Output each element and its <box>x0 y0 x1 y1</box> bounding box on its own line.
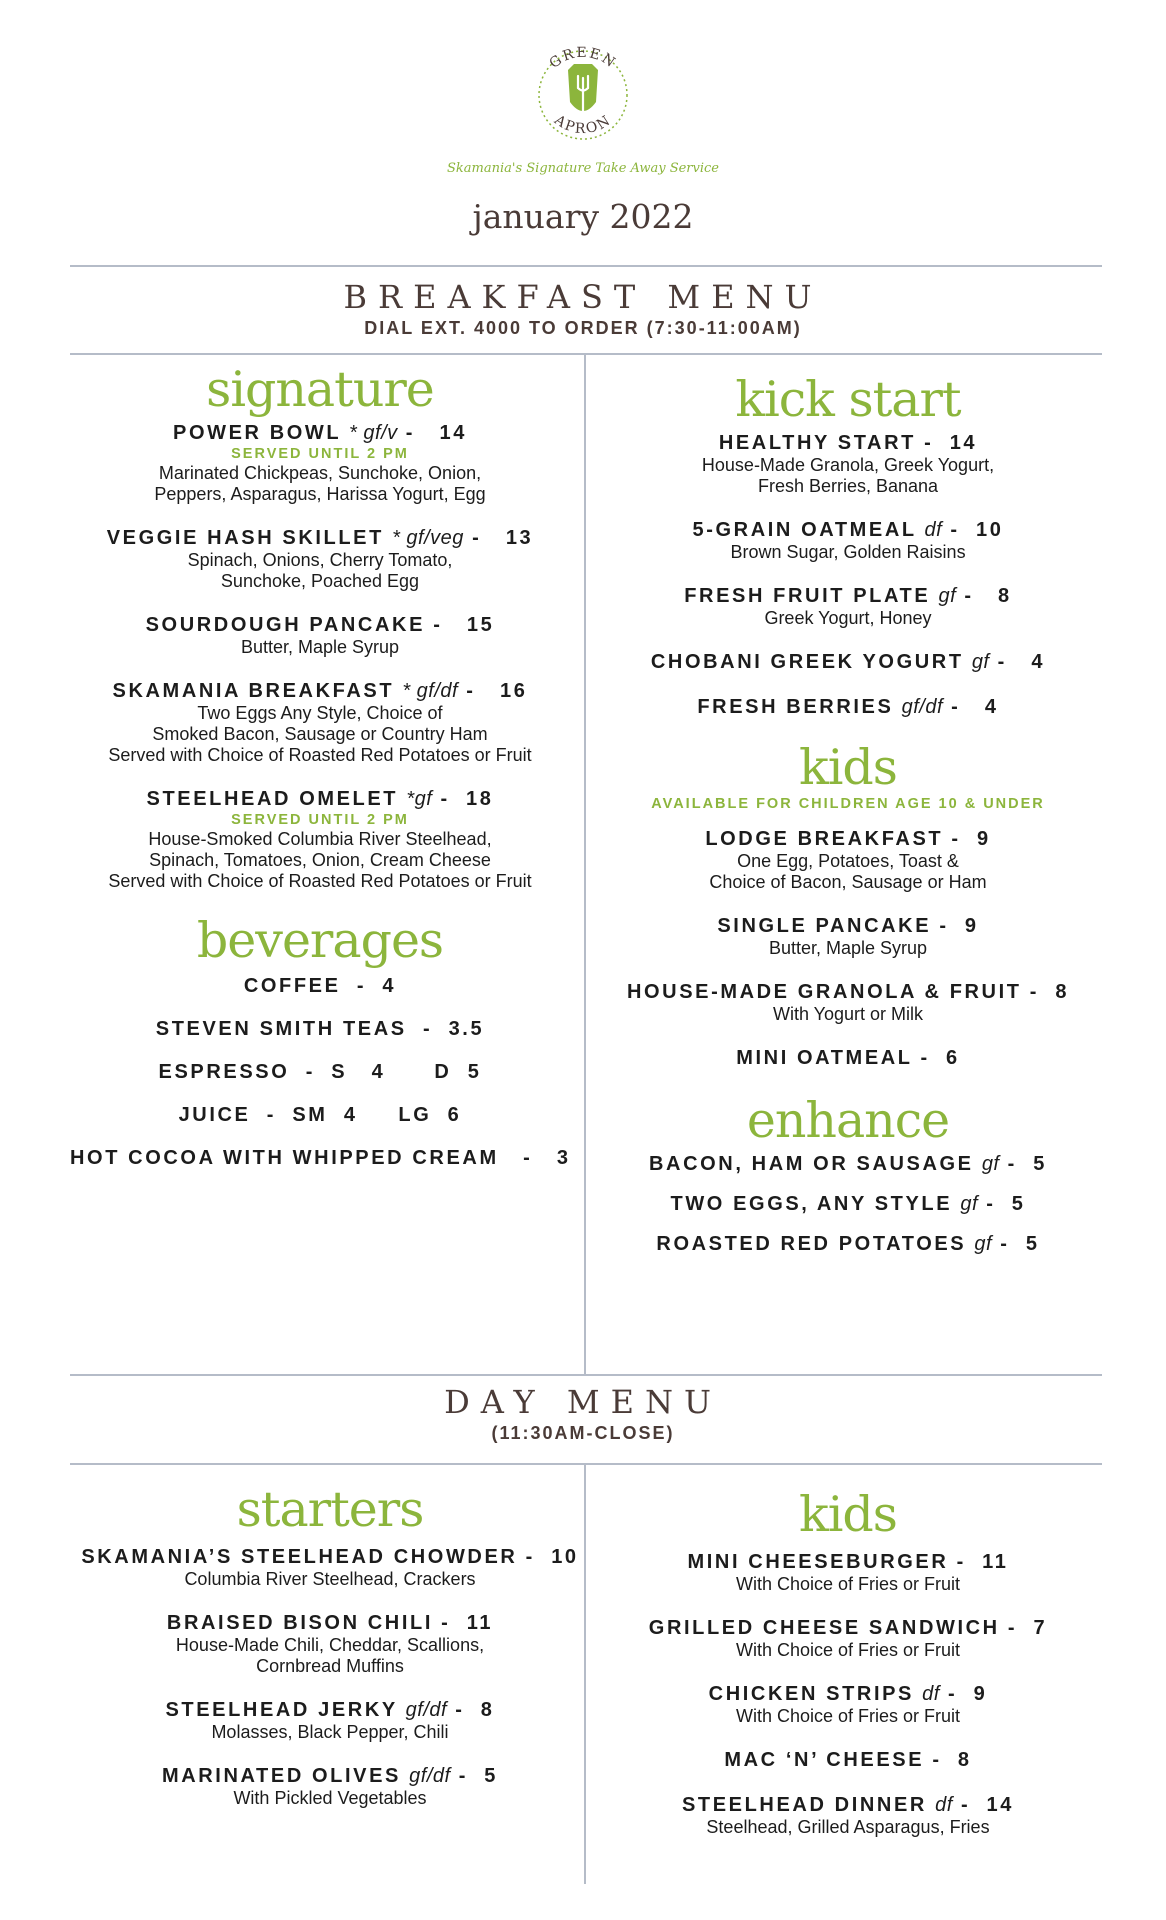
item-price: - 11 <box>956 1551 1009 1573</box>
item-price: - 8 <box>932 1749 972 1771</box>
item-description: Butter, Maple Syrup <box>240 637 400 657</box>
item-name: VEGGIE HASH SKILLET <box>106 527 384 549</box>
menu-item <box>598 651 1098 674</box>
item-name: HEALTHY START <box>718 432 916 454</box>
item-dietary-tag: gf <box>938 585 957 607</box>
item-description: Smoked Bacon, Sausage or Country Ham <box>152 724 488 744</box>
menu-item <box>598 1047 1098 1070</box>
menu-item <box>598 1794 1098 1838</box>
menu-item <box>598 696 1098 719</box>
menu-item <box>70 1699 590 1743</box>
served-until-note: SERVED UNTIL 2 PM <box>231 812 409 828</box>
menu-item <box>598 432 1098 497</box>
item-description: Spinach, Tomatoes, Onion, Cream Cheese <box>149 850 491 870</box>
item-name: SKAMANIA’S STEELHEAD CHOWDER <box>81 1546 518 1568</box>
item-name-line <box>598 1749 1098 1772</box>
item-description: With Yogurt or Milk <box>772 1004 924 1024</box>
item-price: - 9 <box>948 1683 988 1705</box>
item-description: Greek Yogurt, Honey <box>764 608 932 628</box>
item-price: - 8 <box>455 1699 495 1721</box>
menu-item <box>598 1153 1098 1176</box>
item-description: Spinach, Onions, Cherry Tomato, <box>187 550 453 570</box>
item-name-line <box>70 527 570 550</box>
beverage-item: ESPRESSO - S 4 D 5 <box>158 1061 482 1083</box>
breakfast-menu-subtitle: DIAL EXT. 4000 TO ORDER (7:30-11:00AM) <box>364 318 802 338</box>
menu-item <box>598 981 1098 1025</box>
menu-item <box>70 788 570 892</box>
item-price: - 6 <box>920 1047 960 1069</box>
item-name-line <box>598 1193 1098 1216</box>
item-dietary-tag: gf <box>960 1193 979 1215</box>
item-description: Two Eggs Any Style, Choice of <box>197 703 443 723</box>
item-name: STEELHEAD DINNER <box>681 1794 927 1816</box>
item-dietary-tag: df <box>922 1683 940 1705</box>
item-name-line <box>598 585 1098 608</box>
item-name-line <box>70 788 570 811</box>
beverage-item: HOT COCOA WITH WHIPPED CREAM - 3 <box>70 1147 571 1169</box>
item-price: - 7 <box>1007 1617 1048 1639</box>
section-heading: kids <box>799 739 897 796</box>
item-name: BRAISED BISON CHILI <box>166 1612 433 1634</box>
item-price: - 13 <box>472 527 534 549</box>
item-name: POWER BOWL <box>173 422 341 444</box>
item-name-line <box>598 1551 1098 1574</box>
menu-item <box>598 519 1098 563</box>
menu-item <box>70 527 570 592</box>
item-name-line <box>598 696 1098 719</box>
item-price: - 10 <box>525 1546 579 1568</box>
item-name: FRESH BERRIES <box>697 696 894 718</box>
item-name: LODGE BREAKFAST <box>705 828 944 850</box>
menu-item <box>70 614 570 658</box>
item-name-line <box>598 519 1098 542</box>
section-heading: kids <box>799 1486 897 1543</box>
item-price: - 10 <box>950 519 1004 541</box>
item-description: Served with Choice of Roasted Red Potatoes or Fruit <box>108 745 532 765</box>
item-description: Marinated Chickpeas, Sunchoke, Onion, <box>158 463 482 483</box>
item-description: Choice of Bacon, Sausage or Ham <box>709 872 987 892</box>
item-description: Cornbread Muffins <box>256 1656 404 1676</box>
divider <box>70 1374 1102 1376</box>
item-name: SINGLE PANCAKE <box>717 915 932 937</box>
item-name-line <box>70 1612 590 1635</box>
item-description: Brown Sugar, Golden Raisins <box>730 542 966 562</box>
day-right-column <box>598 1486 1098 1838</box>
item-dietary-tag: *gf <box>406 788 433 810</box>
divider <box>70 1463 1102 1465</box>
item-price: - 11 <box>441 1612 494 1634</box>
item-name-line <box>70 1699 590 1722</box>
item-description: Sunchoke, Poached Egg <box>220 571 420 591</box>
item-name-line <box>70 422 570 445</box>
item-dietary-tag: * gf/v <box>349 422 398 444</box>
breakfast-menu-title: BREAKFAST MENU <box>343 278 823 316</box>
menu-item <box>598 828 1098 893</box>
divider <box>70 353 1102 355</box>
item-price: - 8 <box>964 585 1012 607</box>
item-dietary-tag: gf <box>974 1233 993 1255</box>
section-heading: signature <box>206 361 434 418</box>
item-name: SKAMANIA BREAKFAST <box>112 680 395 702</box>
green-apron-logo <box>528 40 638 150</box>
item-dietary-tag: gf <box>971 651 990 673</box>
item-description: With Choice of Fries or Fruit <box>735 1640 961 1660</box>
item-price: - 5 <box>1007 1153 1047 1175</box>
item-description: One Egg, Potatoes, Toast & <box>737 851 959 871</box>
item-price: - 5 <box>986 1193 1026 1215</box>
item-dietary-tag: * gf/veg <box>392 527 464 549</box>
item-price: - 5 <box>458 1765 499 1787</box>
item-name-line <box>598 1233 1098 1256</box>
item-name-line <box>598 1794 1098 1817</box>
menu-item <box>598 585 1098 629</box>
month-heading: january 2022 <box>472 197 694 236</box>
item-name-line <box>598 651 1098 674</box>
item-dietary-tag: df <box>924 519 943 541</box>
item-description: House-Made Chili, Cheddar, Scallions, <box>175 1635 485 1655</box>
item-price: - 4 <box>997 651 1046 673</box>
item-price: - 9 <box>939 915 979 937</box>
item-price: - 14 <box>924 432 978 454</box>
column-divider <box>584 354 586 1374</box>
item-name: FRESH FRUIT PLATE <box>684 585 931 607</box>
menu-item <box>598 1551 1098 1595</box>
item-name: STEELHEAD OMELET <box>146 788 399 810</box>
item-price: - 14 <box>960 1794 1014 1816</box>
menu-item <box>70 422 570 505</box>
item-name: ROASTED RED POTATOES <box>656 1233 967 1255</box>
item-name-line <box>70 1546 590 1569</box>
menu-item <box>70 680 570 766</box>
item-price: - 16 <box>466 680 528 702</box>
item-name-line <box>70 680 570 703</box>
beverage-item: COFFEE - 4 <box>243 975 397 997</box>
item-description: With Pickled Vegetables <box>233 1788 427 1808</box>
item-name: SOURDOUGH PANCAKE <box>145 614 426 636</box>
item-price: - 15 <box>433 614 495 636</box>
day-menu-subtitle: (11:30AM-CLOSE) <box>491 1423 675 1443</box>
item-price: - 9 <box>951 828 991 850</box>
item-description: Peppers, Asparagus, Harissa Yogurt, Egg <box>154 484 486 504</box>
section-heading: beverages <box>196 912 444 969</box>
item-name-line <box>598 1683 1098 1706</box>
menu-item <box>598 1683 1098 1727</box>
day-left-column <box>70 1481 590 1809</box>
item-name: MINI OATMEAL <box>736 1047 913 1069</box>
menu-item <box>70 1612 590 1677</box>
menu-item <box>598 1233 1098 1256</box>
section-heading: starters <box>236 1481 424 1538</box>
item-dietary-tag: df <box>935 1794 953 1816</box>
menu-item <box>70 1765 590 1809</box>
item-price: - 18 <box>440 788 494 810</box>
item-description: Fresh Berries, Banana <box>757 476 939 496</box>
item-price: - 5 <box>1000 1233 1040 1255</box>
day-menu-title: DAY MENU <box>444 1383 722 1421</box>
breakfast-left-column <box>70 361 571 1170</box>
item-name: HOUSE-MADE GRANOLA & FRUIT <box>626 981 1022 1003</box>
item-name-line <box>598 915 1098 938</box>
tagline: Skamania's Signature Take Away Service <box>447 161 719 176</box>
item-name: MINI CHEESEBURGER <box>687 1551 949 1573</box>
item-name: GRILLED CHEESE SANDWICH <box>648 1617 1000 1639</box>
item-dietary-tag: gf/df <box>409 1765 451 1787</box>
item-name: STEELHEAD JERKY <box>165 1699 398 1721</box>
item-name: CHOBANI GREEK YOGURT <box>650 651 964 673</box>
item-price: - 4 <box>951 696 999 718</box>
menu-item <box>598 915 1098 959</box>
item-name: MARINATED OLIVES <box>161 1765 401 1787</box>
menu-item <box>70 1546 590 1590</box>
item-name-line <box>598 1153 1098 1176</box>
logo-word-bottom: APRON <box>551 112 615 138</box>
item-name-line <box>598 828 1098 851</box>
item-name: TWO EGGS, ANY STYLE <box>670 1193 953 1215</box>
item-description: Molasses, Black Pepper, Chili <box>211 1722 449 1742</box>
logo-word-top: GREEN <box>546 44 620 72</box>
item-description: Butter, Maple Syrup <box>768 938 928 958</box>
item-price: - 8 <box>1029 981 1070 1003</box>
section-heading: enhance <box>746 1092 950 1149</box>
item-name: MAC ‘N’ CHEESE <box>724 1749 925 1771</box>
item-dietary-tag: gf/df <box>901 696 943 718</box>
item-name: BACON, HAM OR SAUSAGE <box>649 1153 974 1175</box>
divider <box>70 265 1102 267</box>
item-description: House-Smoked Columbia River Steelhead, <box>148 829 492 849</box>
item-name: 5-GRAIN OATMEAL <box>692 519 917 541</box>
served-until-note: SERVED UNTIL 2 PM <box>231 446 409 462</box>
item-description: Columbia River Steelhead, Crackers <box>184 1569 476 1589</box>
item-dietary-tag: gf/df <box>405 1699 448 1721</box>
item-name-line <box>598 1047 1098 1070</box>
menu-item <box>598 1193 1098 1216</box>
item-description: Served with Choice of Roasted Red Potatoes or Fruit <box>108 871 532 891</box>
item-description: With Choice of Fries or Fruit <box>735 1574 961 1594</box>
item-name-line <box>598 432 1098 455</box>
item-name-line <box>70 1765 590 1788</box>
item-description: Steelhead, Grilled Asparagus, Fries <box>706 1817 990 1837</box>
menu-item <box>598 1749 1098 1772</box>
beverage-item: STEVEN SMITH TEAS - 3.5 <box>155 1018 485 1040</box>
item-description: With Choice of Fries or Fruit <box>735 1706 961 1726</box>
breakfast-right-column <box>598 371 1098 1256</box>
item-dietary-tag: * gf/df <box>402 680 459 702</box>
item-dietary-tag: gf <box>981 1153 1000 1175</box>
kids-age-note: AVAILABLE FOR CHILDREN AGE 10 & UNDER <box>651 796 1045 812</box>
item-name: CHICKEN STRIPS <box>708 1683 914 1705</box>
menu-item <box>598 1617 1098 1661</box>
item-description: House-Made Granola, Greek Yogurt, <box>701 455 995 475</box>
section-heading: kick start <box>735 371 961 428</box>
item-name-line <box>598 1617 1098 1640</box>
item-name-line <box>598 981 1098 1004</box>
beverage-item: JUICE - SM 4 LG 6 <box>178 1104 462 1126</box>
item-price: - 14 <box>405 422 467 444</box>
item-name-line <box>70 614 570 637</box>
